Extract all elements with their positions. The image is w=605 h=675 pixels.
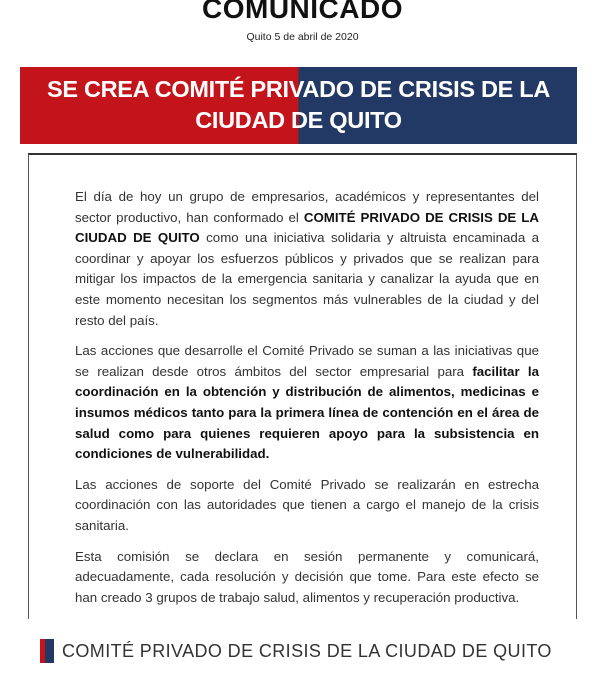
body-text bbox=[75, 187, 539, 618]
document-title: COMUNICADO bbox=[202, 0, 403, 24]
document-date: Quito 5 de abril de 2020 bbox=[246, 31, 359, 43]
paragraph-2-text: Las acciones que desarrolle el Comité Privado se suman a las iniciativas que se realizan desde otros ámbitos del sector empresarial para bbox=[75, 343, 539, 379]
paragraph-2-bold: facilitar la coordinación en la obtención y distribución de alimentos, medicinas e insumos médicos tanto para la primera línea de contención en el área de salud como para quienes requieren apoyo para la subsistencia en condiciones de vulnerabilidad. bbox=[75, 363, 539, 462]
paragraph-2 bbox=[75, 341, 539, 465]
paragraph-1-text: El día de hoy un grupo de empresarios, académicos y representantes del sector productivo, han conformado el bbox=[75, 189, 539, 225]
committee-name-bold: COMITÉ PRIVADO DE CRISIS DE LA CIUDAD DE QUITO bbox=[75, 209, 539, 246]
footer bbox=[40, 638, 552, 664]
headline-line-1: SE CREA COMITÉ PRIVADO DE CRISIS DE LA bbox=[46, 76, 551, 102]
footer-text: COMITÉ PRIVADO DE CRISIS DE LA CIUDAD DE QUITO bbox=[62, 640, 552, 661]
headline-text bbox=[20, 74, 577, 136]
paragraph-1 bbox=[75, 187, 539, 331]
paragraph-1-text-end: como una iniciativa solidaria y altruista encaminada a coordinar y apoyar los esfuerzos públicos y privados que se realizan para mitigar los impactos de la emergencia sanitaria y canalizar la ayuda que en este momento necesitan los segmentos más vulnerables de la ciudad y del resto del país. bbox=[75, 230, 539, 328]
paragraph-4: Esta comisión se declara en sesión permanente y comunicará, adecuadamente, cada resolución y decisión que tome. Para este efecto se han creado 3 grupos de trabajo salud, alimentos y recuperación productiva. bbox=[75, 548, 539, 605]
paragraph-3: Las acciones de soporte del Comité Privado se realizarán en estrecha coordinación con las autoridades que tienen a cargo el manejo de la crisis sanitaria. bbox=[75, 476, 539, 533]
headline-line-2: CIUDAD DE QUITO bbox=[195, 107, 402, 133]
headline-banner bbox=[20, 67, 577, 144]
logo-mark-icon bbox=[40, 639, 54, 663]
